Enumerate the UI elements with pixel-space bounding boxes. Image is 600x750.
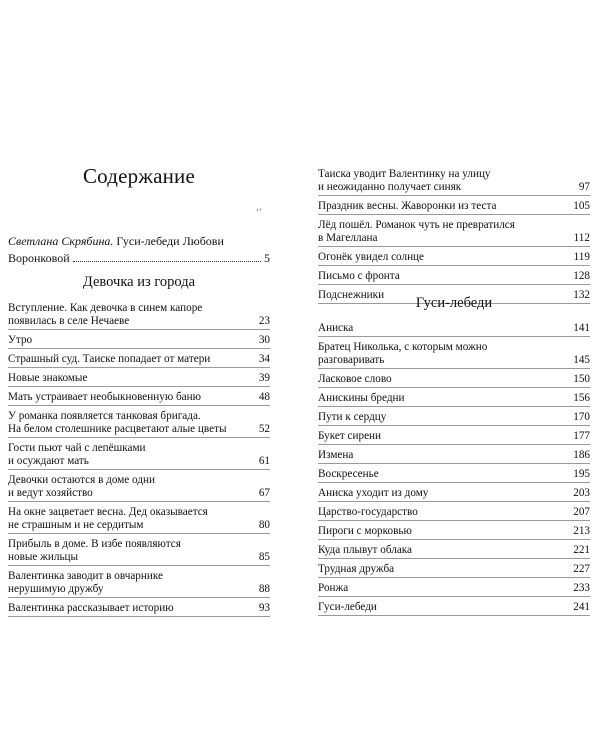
toc-entry-page-number: 141: [573, 322, 590, 334]
toc-entry: [318, 270, 590, 285]
toc-entry-page-number: 67: [258, 487, 270, 499]
toc-entry-page-number: 195: [573, 468, 590, 480]
toc-entry: [318, 251, 590, 266]
toc-entry: [8, 602, 270, 617]
toc-entry-page-number: 52: [258, 423, 270, 435]
toc-entry: [318, 411, 590, 426]
toc-list-section1: [8, 302, 270, 621]
intro-title-line1: Гуси-лебеди Любови: [113, 234, 224, 248]
toc-entry-title: У романка появляется танковая бригада. На белом столешнике расцветают алые цветы: [8, 410, 227, 435]
toc-entry-title: Огонёк увидел солнце: [318, 251, 425, 263]
toc-entry-title: Вступление. Как девочка в синем капоре появилась в селе Нечаеве: [8, 302, 203, 327]
toc-entry-page-number: 93: [258, 602, 270, 614]
toc-entry-title: Новые знакомые: [8, 372, 88, 384]
toc-entry: [318, 168, 590, 196]
toc-entry: [8, 506, 270, 534]
toc-entry-page-number: 145: [573, 354, 590, 366]
toc-entry: [8, 538, 270, 566]
toc-entry-title: Валентинка рассказывает историю: [8, 602, 174, 614]
toc-entry-page-number: 221: [573, 544, 590, 556]
toc-entry: [318, 322, 590, 337]
toc-list-section2: [318, 322, 590, 620]
toc-entry: [318, 525, 590, 540]
toc-entry: [8, 302, 270, 330]
dot-leader: [73, 261, 261, 262]
toc-entry: [318, 506, 590, 521]
toc-entry: [318, 449, 590, 464]
toc-entry-page-number: 112: [573, 232, 590, 244]
toc-entry-title: Ласковое слово: [318, 373, 392, 385]
toc-entry-title: Царство-государство: [318, 506, 418, 518]
toc-entry-title: На окне зацветает весна. Дед оказывается не страшным и не сердитым: [8, 506, 208, 531]
toc-entry-title: Измена: [318, 449, 354, 461]
toc-entry-title: Гости пьют чай с лепёшками и осуждают мать: [8, 442, 146, 467]
toc-entry: [318, 544, 590, 559]
toc-entry: [318, 219, 590, 247]
toc-entry-title: Письмо с фронта: [318, 270, 400, 282]
print-mark: ʻʼ: [256, 207, 262, 217]
toc-entry-title: Пути к сердцу: [318, 411, 387, 423]
toc-entry-title: Аниска уходит из дому: [318, 487, 429, 499]
toc-entry-title: Подснежники: [318, 289, 385, 301]
toc-entry-title: Страшный суд. Таиске попадает от матери: [8, 353, 211, 365]
toc-entry-page-number: 170: [573, 411, 590, 423]
intro-page-number: 5: [264, 251, 270, 265]
toc-entry-page-number: 61: [258, 455, 270, 467]
toc-entry-page-number: 186: [573, 449, 590, 461]
toc-entry-title: Лёд пошёл. Романок чуть не превратился в Магеллана: [318, 219, 515, 244]
section-heading-gusi-lebedi: Гуси-лебеди: [415, 295, 493, 311]
toc-entry-title: Валентинка заводит в овчарнике нерушимую дружбу: [8, 570, 163, 595]
toc-entry-page-number: 227: [573, 563, 590, 575]
intro-title-line2: Воронковой: [8, 251, 70, 265]
toc-entry: [318, 200, 590, 215]
intro-author: Светлана Скрябина.: [8, 234, 114, 248]
toc-entry: [8, 570, 270, 598]
toc-entry-page-number: 88: [258, 583, 270, 595]
toc-entry-title: Букет сирени: [318, 430, 382, 442]
toc-entry-page-number: 119: [573, 251, 590, 263]
toc-entry-page-number: 177: [573, 430, 590, 442]
toc-entry-title: Трудная дружба: [318, 563, 395, 575]
toc-entry: [8, 442, 270, 470]
toc-entry-page-number: 213: [573, 525, 590, 537]
page-title: Содержание: [82, 164, 196, 188]
toc-entry-title: Девочки остаются в доме одни и ведут хозяйство: [8, 474, 155, 499]
toc-entry-title: Аниска: [318, 322, 354, 334]
toc-entry-title: Братец Николька, с которым можно разговаривать: [318, 341, 488, 366]
toc-entry-page-number: 233: [573, 582, 590, 594]
toc-entry-page-number: 30: [258, 334, 270, 346]
toc-entry: [8, 372, 270, 387]
toc-entry-page-number: 48: [258, 391, 270, 403]
toc-entry-page-number: 34: [258, 353, 270, 365]
toc-entry: [318, 468, 590, 483]
toc-entry-title: Прибыль в доме. В избе появляются новые жильцы: [8, 538, 181, 563]
toc-entry-title: Праздник весны. Жаворонки из теста: [318, 200, 497, 212]
toc-entry-title: Куда плывут облака: [318, 544, 413, 556]
toc-entry-page-number: 85: [258, 551, 270, 563]
toc-entry: [318, 487, 590, 502]
toc-entry-title: Таиска уводит Валентинку на улицу и неожиданно получает синяк: [318, 168, 491, 193]
toc-entry-page-number: 97: [578, 181, 590, 193]
toc-entry-title: Гуси-лебеди: [318, 601, 377, 613]
toc-entry-page-number: 156: [573, 392, 590, 404]
toc-entry: [318, 430, 590, 445]
toc-entry: [8, 410, 270, 438]
toc-entry-title: Ронжа: [318, 582, 349, 594]
toc-entry: [318, 341, 590, 369]
toc-entry: [8, 353, 270, 368]
toc-entry-page-number: 23: [258, 315, 270, 327]
toc-entry-page-number: 132: [573, 289, 590, 301]
toc-entry-page-number: 80: [258, 519, 270, 531]
toc-entry-page-number: 105: [573, 200, 590, 212]
toc-entry-page-number: 150: [573, 373, 590, 385]
toc-entry-page-number: 207: [573, 506, 590, 518]
toc-list-section1-continued: [318, 168, 590, 308]
toc-entry-title: Утро: [8, 334, 33, 346]
toc-entry: [318, 373, 590, 388]
toc-entry: [318, 563, 590, 578]
toc-entry-title: Пироги с морковью: [318, 525, 412, 537]
toc-entry-title: Анискины бредни: [318, 392, 405, 404]
toc-entry-page-number: 128: [573, 270, 590, 282]
toc-entry-page-number: 39: [258, 372, 270, 384]
toc-entry-page-number: 241: [573, 601, 590, 613]
toc-entry: [8, 391, 270, 406]
toc-entry-title: Воскресенье: [318, 468, 379, 480]
toc-entry: [318, 392, 590, 407]
toc-entry: [318, 601, 590, 616]
section-heading-devochka: Девочка из города: [82, 274, 196, 290]
toc-entry: [8, 474, 270, 502]
toc-entry-page-number: 203: [573, 487, 590, 499]
toc-entry-title: Мать устраивает необыкновенную баню: [8, 391, 201, 403]
toc-entry: [8, 334, 270, 349]
toc-entry: [318, 582, 590, 597]
intro-entry: [8, 233, 270, 267]
